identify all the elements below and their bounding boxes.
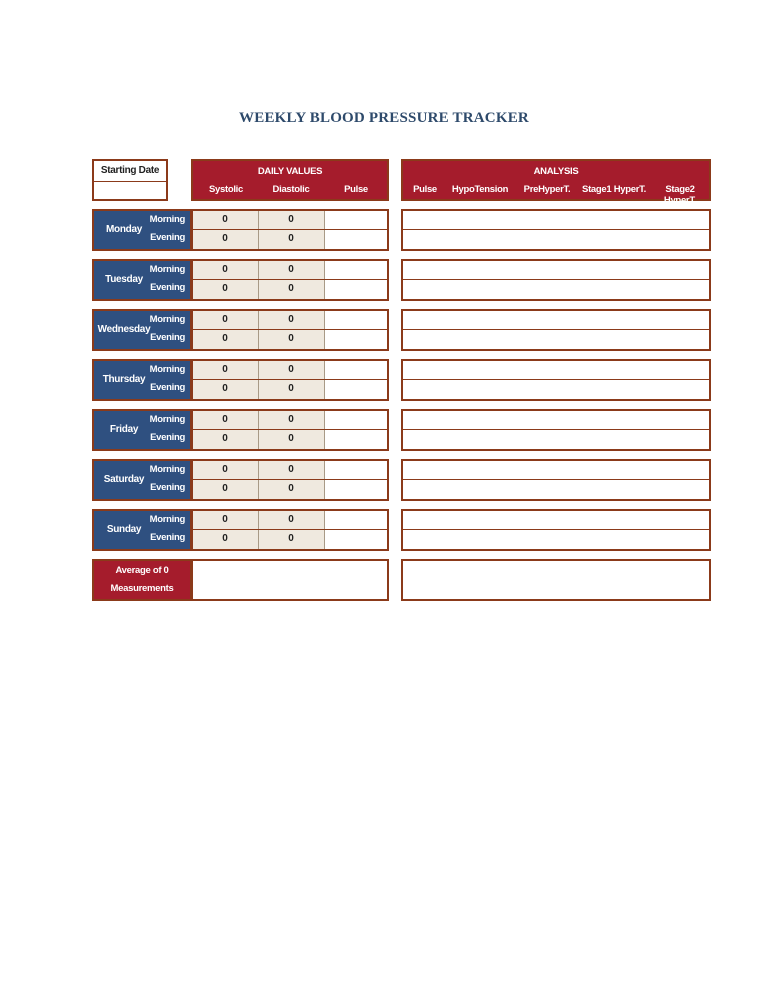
slot-evening-label: Evening [150,282,185,293]
day-name: Friday [109,424,139,435]
slot-evening-label: Evening [150,532,185,543]
column-divider [324,461,325,499]
systolic-morning-value[interactable]: 0 [222,214,228,225]
col-prehypertension: PreHyperT. [523,184,571,195]
daily-values-header [191,159,389,201]
day-label-tuesday [92,259,192,301]
day-label-friday [92,409,192,451]
day-label-thursday [92,359,192,401]
column-divider [258,361,259,399]
day-name: Tuesday [105,274,143,285]
analysis-saturday[interactable] [401,459,711,501]
diastolic-morning-value[interactable]: 0 [288,514,294,525]
systolic-morning-value[interactable]: 0 [222,264,228,275]
systolic-morning-value[interactable]: 0 [222,364,228,375]
slot-morning-label: Morning [149,464,185,475]
col-analysis-pulse: Pulse [413,184,437,195]
row-divider [403,479,709,480]
column-divider [324,511,325,549]
systolic-evening-value[interactable]: 0 [222,233,228,244]
average-daily-cell[interactable] [191,559,389,601]
systolic-evening-value[interactable]: 0 [222,283,228,294]
row-divider [193,429,387,430]
column-divider [324,411,325,449]
average-line1: Average of 0 [115,565,169,576]
slot-evening-label: Evening [150,382,185,393]
row-divider [193,529,387,530]
systolic-evening-value[interactable]: 0 [222,483,228,494]
column-divider [324,261,325,299]
analysis-tuesday[interactable] [401,259,711,301]
diastolic-evening-value[interactable]: 0 [288,233,294,244]
day-label-saturday [92,459,192,501]
col-stage2-hypertension: Stage2 HyperT. [663,184,697,206]
slot-morning-label: Morning [149,514,185,525]
column-divider [258,311,259,349]
row-divider [193,329,387,330]
systolic-evening-value[interactable]: 0 [222,533,228,544]
diastolic-evening-value[interactable]: 0 [288,433,294,444]
analysis-header [401,159,711,206]
slot-morning-label: Morning [149,414,185,425]
column-divider [324,211,325,249]
row-divider [403,329,709,330]
analysis-friday[interactable] [401,409,711,451]
systolic-morning-value[interactable]: 0 [222,314,228,325]
diastolic-morning-value[interactable]: 0 [288,214,294,225]
slot-morning-label: Morning [149,314,185,325]
daily-values-wednesday [191,309,389,351]
day-name: Thursday [102,374,146,385]
column-divider [258,211,259,249]
analysis-monday[interactable] [401,209,711,251]
slot-evening-label: Evening [150,232,185,243]
slot-evening-label: Evening [150,482,185,493]
diastolic-evening-value[interactable]: 0 [288,533,294,544]
diastolic-morning-value[interactable]: 0 [288,414,294,425]
systolic-morning-value[interactable]: 0 [222,464,228,475]
daily-values-monday [191,209,389,251]
diastolic-morning-value[interactable]: 0 [288,364,294,375]
row-divider [193,379,387,380]
col-stage1-hypertension: Stage1 HyperT. [582,184,646,195]
row-divider [193,479,387,480]
row-divider [403,429,709,430]
col-diastolic: Diastolic [272,184,310,195]
diastolic-evening-value[interactable]: 0 [288,483,294,494]
row-divider [403,529,709,530]
day-name: Wednesday [97,324,151,335]
analysis-sunday[interactable] [401,509,711,551]
row-divider [403,279,709,280]
analysis-title: ANALYSIS [533,166,579,177]
slot-morning-label: Morning [149,264,185,275]
daily-values-friday [191,409,389,451]
column-divider [258,461,259,499]
systolic-evening-value[interactable]: 0 [222,333,228,344]
starting-date-box [92,159,168,201]
diastolic-morning-value[interactable]: 0 [288,464,294,475]
slot-morning-label: Morning [149,214,185,225]
systolic-evening-value[interactable]: 0 [222,433,228,444]
row-divider [193,279,387,280]
day-label-sunday [92,509,192,551]
column-divider [324,361,325,399]
systolic-morning-value[interactable]: 0 [222,514,228,525]
day-label-wednesday [92,309,192,351]
slot-evening-label: Evening [150,332,185,343]
diastolic-evening-value[interactable]: 0 [288,283,294,294]
daily-values-sunday [191,509,389,551]
row-divider [403,229,709,230]
day-label-monday [92,209,192,251]
diastolic-morning-value[interactable]: 0 [288,264,294,275]
diastolic-evening-value[interactable]: 0 [288,383,294,394]
day-name: Sunday [106,524,142,535]
day-name: Monday [106,224,142,235]
analysis-wednesday[interactable] [401,309,711,351]
col-hypotension: HypoTension [451,184,509,195]
day-name: Saturday [103,474,145,485]
average-line2: Measurements [110,583,174,594]
starting-date-field[interactable] [94,182,166,200]
diastolic-evening-value[interactable]: 0 [288,333,294,344]
daily-values-tuesday [191,259,389,301]
col-pulse: Pulse [344,184,368,195]
average-analysis-cell[interactable] [401,559,711,601]
analysis-thursday[interactable] [401,359,711,401]
slot-morning-label: Morning [149,364,185,375]
page-title: WEEKLY BLOOD PRESSURE TRACKER [239,110,529,126]
column-divider [258,261,259,299]
row-divider [193,229,387,230]
column-divider [258,411,259,449]
starting-date-label: Starting Date [94,161,166,182]
systolic-evening-value[interactable]: 0 [222,383,228,394]
systolic-morning-value[interactable]: 0 [222,414,228,425]
column-divider [324,311,325,349]
slot-evening-label: Evening [150,432,185,443]
daily-values-title: DAILY VALUES [257,166,323,177]
daily-values-saturday [191,459,389,501]
col-systolic: Systolic [208,184,244,195]
row-divider [403,379,709,380]
diastolic-morning-value[interactable]: 0 [288,314,294,325]
column-divider [258,511,259,549]
average-label [92,559,192,601]
daily-values-thursday [191,359,389,401]
